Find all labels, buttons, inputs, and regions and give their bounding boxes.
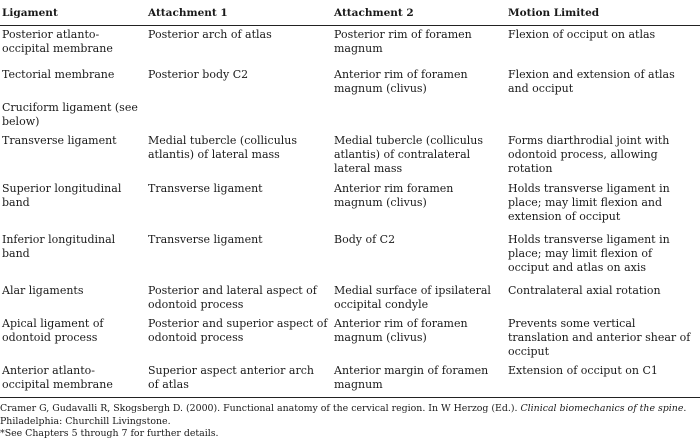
cell-ligament: Anterior atlanto-occipital membrane [0, 362, 146, 398]
cell-ligament: Alar ligaments [2, 283, 84, 297]
header-motion-limited: Motion Limited [506, 0, 700, 26]
table-row [0, 66, 700, 99]
cell-attachment-1: Transverse ligament [148, 232, 263, 246]
header-row [0, 0, 700, 26]
cell-motion-limited: Flexion of occiput on atlas [508, 28, 656, 41]
cell-attachment-2: Medial surface of ipsilateral occipital condyle [334, 283, 491, 311]
cell-attachment-2: Anterior margin of foramen magnum [332, 362, 506, 398]
citation-publisher: Philadelphia: Churchill Livingstone. [0, 415, 171, 427]
table-row [0, 231, 700, 282]
cell-motion-limited: Prevents some vertical translation and anterior shear of occiput [508, 316, 691, 358]
cell-ligament: Cruciform ligament (see below) [2, 100, 138, 128]
cell-motion-limited [506, 99, 700, 132]
table-row [0, 132, 700, 180]
cell-attachment-2: Medial tubercle (colliculus atlantis) of contralateral lateral mass [334, 133, 484, 175]
cell-ligament: Transverse ligament [2, 133, 117, 147]
table-footer [0, 403, 700, 441]
cell-ligament: Posterior atlanto-occipital membrane [2, 28, 113, 55]
footnote: *See Chapters 5 through 7 for further details. [0, 428, 219, 439]
cell-attachment-1: Medial tubercle (colliculus atlantis) of lateral mass [148, 133, 298, 161]
citation-line [0, 403, 700, 416]
cell-ligament: Superior longitudinal band [2, 181, 122, 209]
table-row [0, 282, 700, 315]
cell-attachment-2: Anterior rim of foramen magnum (clivus) [334, 67, 468, 95]
cell-attachment-1: Superior aspect anterior arch of atlas [146, 362, 332, 398]
cell-motion-limited: Holds transverse ligament in place; may limit flexion and extension of occiput [508, 181, 670, 223]
table-row [0, 315, 700, 362]
cell-attachment-2: Body of C2 [334, 232, 396, 246]
cell-ligament: Apical ligament of odontoid process [2, 316, 104, 344]
table-row [0, 26, 700, 66]
cell-attachment-2 [332, 99, 506, 132]
citation-book-title: Clinical biomechanics of the spine. [520, 403, 687, 414]
header-ligament: Ligament [0, 0, 146, 26]
cell-motion-limited: Extension of occiput on C1 [506, 362, 700, 398]
citation-text: Cramer G, Gudavalli R, Skogsbergh D. (2000). Functional anatomy of the cervical region. In W Herzog (Ed.). [0, 403, 521, 414]
cell-attachment-2: Anterior rim of foramen magnum (clivus) [334, 316, 468, 344]
cell-attachment-1 [146, 99, 332, 132]
table-row [0, 180, 700, 231]
header-attachment-2: Attachment 2 [332, 0, 506, 26]
cell-motion-limited: Flexion and extension of atlas and occiput [508, 67, 675, 95]
cell-attachment-1: Posterior and lateral aspect of odontoid process [148, 283, 317, 311]
cell-attachment-1: Transverse ligament [148, 181, 263, 195]
cell-attachment-1: Posterior and superior aspect of odontoid process [148, 316, 328, 344]
cell-ligament: Tectorial membrane [2, 67, 115, 81]
table-row [0, 362, 700, 398]
cell-ligament: Inferior longitudinal band [2, 232, 116, 260]
cell-motion-limited: Holds transverse ligament in place; may limit flexion of occiput and atlas on axis [508, 232, 670, 274]
cell-attachment-1: Posterior arch of atlas [148, 28, 272, 41]
cell-attachment-1: Posterior body C2 [148, 67, 249, 81]
table-row [0, 99, 700, 132]
header-attachment-1: Attachment 1 [146, 0, 332, 26]
cell-motion-limited: Contralateral axial rotation [508, 283, 661, 297]
cell-attachment-2: Anterior rim foramen magnum (clivus) [334, 181, 454, 209]
cell-motion-limited: Forms diarthrodial joint with odontoid process, allowing rotation [508, 133, 670, 175]
cell-attachment-2: Posterior rim of foramen magnum [334, 28, 472, 55]
